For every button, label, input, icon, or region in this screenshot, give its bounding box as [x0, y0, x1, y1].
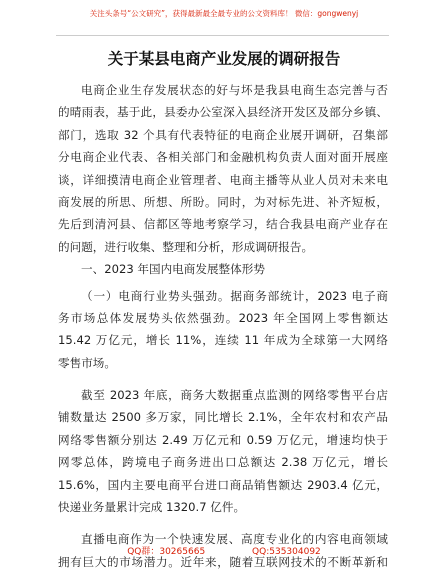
text-line: 的晴雨表，基于此，县委办公室深入县经济开发区及部分乡镇、: [58, 105, 388, 120]
text-line: 部门，选取 32 个具有代表特征的电商企业展开调研，召集部: [58, 127, 388, 142]
text-line: 拥有巨大的市场潜力。近年来，随着互联网技术的不断革新和: [58, 554, 388, 569]
header-banner: 关注头条号“公文研究”，获得最新最全最专业的公文资料库！ 微信：gongwenyj: [89, 9, 359, 18]
paragraph-intro: [58, 79, 388, 258]
footer-qq-group: QQ群：30265665: [127, 547, 206, 557]
footer-contacts: [0, 544, 448, 557]
text-line: 商发展的所思、所想、所盼。同时，为对标先进、补齐短板，: [58, 194, 388, 209]
text-line: 电商企业生存发展状态的好与坏是我县电商生态完善与否: [81, 83, 388, 97]
text-line: 零售市场。: [58, 355, 116, 370]
document-title: 关于某县电商产业发展的调研报告: [107, 50, 341, 68]
section-heading-text: 一、2023 年国内电商发展整体形势: [81, 262, 265, 277]
text-line: 网络零售额分别达 2.49 万亿元和 0.59 万亿元，增速均快于: [58, 432, 388, 447]
text-line: 分电商企业代表、各相关部门和金融机构负责人面对面开展座: [58, 150, 388, 165]
document-body: [58, 79, 388, 573]
text-line: 快递业务量累计完成 1320.7 亿件。: [58, 500, 246, 515]
text-line: 谈，详细摸清电商企业管理者、电商主播等从业人员对未来电: [58, 172, 388, 187]
paragraph-trend: [58, 285, 388, 375]
text-line: 先后到清河县、信都区等地考察学习，结合我县电商产业存在: [58, 217, 388, 232]
text-line: 铺数量达 2500 多万家，同比增长 2.1%，全年农村和农产品: [58, 410, 388, 425]
section-heading: [58, 258, 388, 280]
text-line: （一）电商行业势头强劲。据商务部统计，2023 电子商: [81, 288, 388, 303]
text-line: 务市场总体发展势头依然强劲。2023 年全国网上零售额达: [58, 310, 388, 325]
text-line: 截至 2023 年底，商务大数据重点监测的网络零售平台店: [81, 388, 388, 403]
text-line: 15.42 万亿元，增长 11%，连续 11 年成为全球第一大网络: [58, 333, 388, 348]
text-line: 直播电商作为一个快速发展、高度专业化的内容电商领域: [81, 532, 388, 547]
header-divider: [56, 35, 389, 36]
paragraph-statistics: [58, 384, 388, 518]
text-line: 的问题，进行收集、整理和分析，形成调研报告。: [58, 239, 314, 254]
text-line: 网零总体，跨境电子商务进出口总额达 2.38 万亿元，增长: [58, 455, 388, 470]
text-line: 15.6%，国内主要电商平台进口商品销售额达 2903.4 亿元，: [58, 477, 388, 492]
footer-qq: QQ:535304092: [252, 547, 321, 557]
